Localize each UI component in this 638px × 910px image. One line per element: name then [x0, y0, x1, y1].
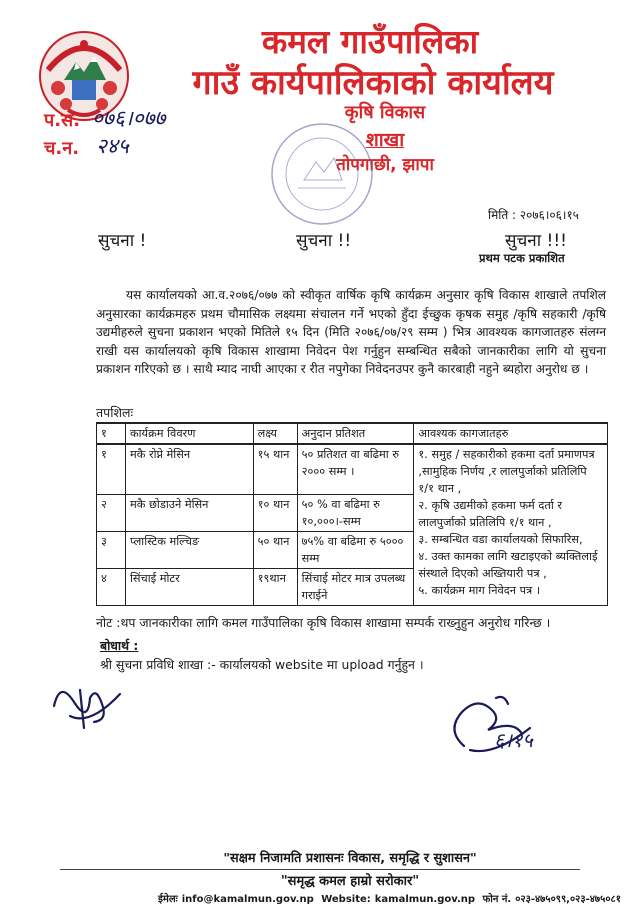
table-cell: ३	[97, 531, 126, 568]
table-header-cell: १	[97, 423, 126, 444]
phone-label: फोन नं.	[482, 894, 512, 905]
document-item: २. कृषि उद्यमीको हकमा फर्म दर्ता र लालपुर्जाको प्रतिलिपि १/१ थान ,	[418, 499, 562, 529]
table-cell: सिंचाई मोटर मात्र उपलब्ध गराईने	[297, 568, 414, 605]
required-documents-cell	[414, 444, 608, 605]
table-cell: १९थान	[253, 568, 297, 605]
table-header-cell: अनुदान प्रतिशत	[297, 423, 414, 444]
left-signature	[50, 676, 124, 734]
document-item: ५. कार्यक्रम माग निवेदन पत्र ।	[418, 584, 541, 597]
section-title: शाखा	[365, 129, 405, 151]
phone-number: ०२३-४७५०९९,०२३-४७५०८१	[515, 894, 621, 905]
note-text: नोट :थप जानकारीका लागि कमल गाउँपालिका कृषि विकास शाखामा सम्पर्क राख्नुहुन अनुरोध गरिन्छ ।	[96, 615, 551, 630]
table-cell: २	[97, 494, 126, 531]
footer-divider	[60, 869, 580, 870]
table-cell: १० थान	[253, 494, 297, 531]
table-cell: ४	[97, 568, 126, 605]
website-label: Website:	[321, 894, 371, 905]
notice-body	[96, 286, 606, 379]
bodhartha-label: बोधार्थ :	[100, 638, 139, 653]
notice-date: मिति : २०७६।०६।१५	[488, 208, 579, 222]
notice-heading-3: सुचना !!!	[505, 231, 567, 251]
municipality-title: कमल गाउँपालिका	[261, 22, 479, 61]
table-header-cell: लक्ष्य	[253, 423, 297, 444]
table-cell: ७५% वा बढिमा रु ५००० सम्म	[297, 531, 414, 568]
footer-contacts	[158, 891, 625, 905]
cn-label: च.न.	[44, 138, 80, 159]
document-item: ४. उक्त कामका लागि खटाइएको ब्यक्तिलाई संस्थाले दिएको अख्तियारी पत्र ,	[418, 550, 598, 580]
table-caption: तपशिलः	[96, 405, 133, 420]
ps-value: ०७६।०७७	[92, 106, 166, 130]
bodhartha-text: श्री सुचना प्रविधि शाखा :- कार्यालयको website मा upload गर्नुहुन ।	[100, 657, 424, 672]
table-cell: प्लास्टिक मल्चिङ	[125, 531, 253, 568]
footer-motto: "समृद्ध कमल हाम्रो सरोकार"	[280, 874, 420, 889]
document-item: १. समुह / सहकारीको हकमा दर्ता प्रमाणपत्र ,सामुहिक निर्णय ,र लालपुर्जाको प्रतिलिपि १/१ थान ,	[418, 448, 595, 495]
department-title: कृषि विकास	[344, 102, 426, 123]
notice-heading-1: सुचना !	[98, 231, 147, 251]
body-paragraph: यस कार्यालयको आ.व.२०७६/०७७ को स्वीकृत वार्षिक कृषि कार्यक्रम अनुसार कृषि विकास शाखाले तपशिल अनुसारका कार्यक्रमहरु प्रथम चौमासिक लक्ष्यमा संचालन गर्ने भएको हुँदा ईच्छुक कृषक समुह /कृषि सहकारी /कृषि उद्यमीहरुले सुचना प्रकाशन भएको मितिले १५ दिन (मिति २०७६/०७/२९ सम्म ) भित्र आवश्यक कागजातहरु संलग्न राखी यस कार्यालयको कृषि विकास शाखामा निवेदन पेश गर्नुहुन सम्बन्धित सबैको जानकारीका लागि यो सुचना प्रकाशन गरिएको छ । साथै म्याद नाघी आएका र रीत नपुगेका निवेदनउपर कुनै कारबाही नहुने ब्यहोरा अनुरोध छ ।	[96, 288, 606, 377]
office-stamp	[268, 120, 376, 228]
table-cell: ५० थान	[253, 531, 297, 568]
table-cell: मकै छोडाउने मेसिन	[125, 494, 253, 531]
email-address: info@kamalmun.gov.np	[181, 894, 314, 905]
table-header-cell: कार्यक्रम विवरण	[125, 423, 253, 444]
slogan: "सक्षम निजामति प्रशासनः विकास, समृद्धि र सुशासन"	[223, 851, 477, 866]
table-cell: १	[97, 444, 126, 494]
website-address: kamalmun.gov.np	[374, 894, 476, 905]
ps-label: प.स.	[44, 110, 81, 131]
table-cell: मकै रोप्ने मेसिन	[125, 444, 253, 494]
document-item: ३. सम्बन्धित वडा कार्यालयको सिफारिस,	[418, 533, 583, 546]
location-title: तोपगाछी, झापा	[336, 155, 434, 175]
email-label: ईमेलः	[158, 894, 178, 905]
table-header-cell: आवश्यक कागजातहरु	[414, 423, 608, 444]
table-row	[97, 444, 608, 494]
notice-heading-2: सुचना !!	[296, 231, 352, 251]
table-header-row	[97, 423, 608, 444]
program-table	[96, 422, 608, 606]
table-cell: १५ थान	[253, 444, 297, 494]
office-title: गाउँ कार्यपालिकाको कार्यालय	[192, 63, 554, 103]
cn-value: २४५	[96, 134, 129, 158]
signature-date: ६।१५	[494, 728, 533, 752]
first-publication-label: प्रथम पटक प्रकाशित	[479, 251, 565, 265]
table-cell: सिंचाई मोटर	[125, 568, 253, 605]
table-cell: ५० % वा बढिमा रु १०,०००।-सम्म	[297, 494, 414, 531]
table-cell: ५० प्रतिशत वा बढिमा रु २००० सम्म ।	[297, 444, 414, 494]
